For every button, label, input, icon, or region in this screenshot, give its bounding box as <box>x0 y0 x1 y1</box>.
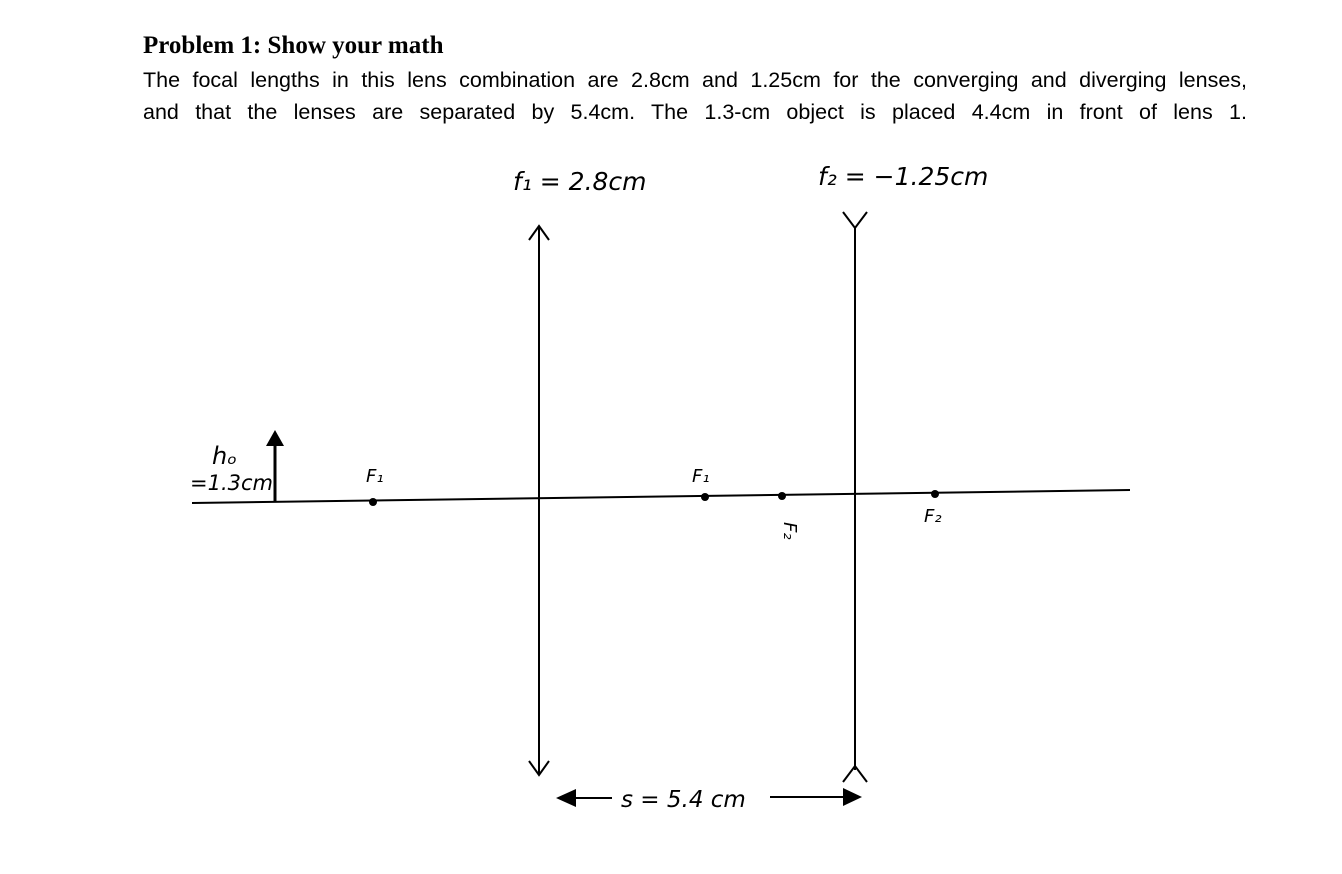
f2-left-label: F₂ <box>779 522 800 540</box>
separation-arrow-right <box>770 788 862 806</box>
lens1-focal-label: f₁ = 2.8cm <box>513 167 647 196</box>
separation-arrow-left <box>556 789 612 807</box>
focal-point-f2-left <box>778 492 786 500</box>
f1-right-label: F₁ <box>692 466 710 487</box>
object-height-label-top: hₒ <box>212 442 238 470</box>
problem-title: Problem 1: Show your math <box>143 32 444 59</box>
diverging-lens <box>843 212 867 782</box>
problem-line-1: The focal lengths in this lens combination are 2.8cm and 1.25cm for the converging and diverging lenses, <box>143 68 1247 92</box>
focal-point-f2-right <box>931 490 939 498</box>
f1-left-label: F₁ <box>366 466 384 487</box>
focal-point-f1-left <box>369 498 377 506</box>
optical-axis <box>192 490 1130 503</box>
problem-line-2: and that the lenses are separated by 5.4cm. The 1.3-cm object is placed 4.4cm in front of lens 1. <box>143 100 1247 124</box>
converging-lens <box>529 226 549 775</box>
separation-label: s = 5.4 cm <box>621 787 746 813</box>
focal-point-f1-right <box>701 493 709 501</box>
object-height-label-bottom: =1.3cm <box>190 471 273 495</box>
lens2-focal-label: f₂ = −1.25cm <box>818 162 989 191</box>
f2-right-label: F₂ <box>924 506 942 527</box>
